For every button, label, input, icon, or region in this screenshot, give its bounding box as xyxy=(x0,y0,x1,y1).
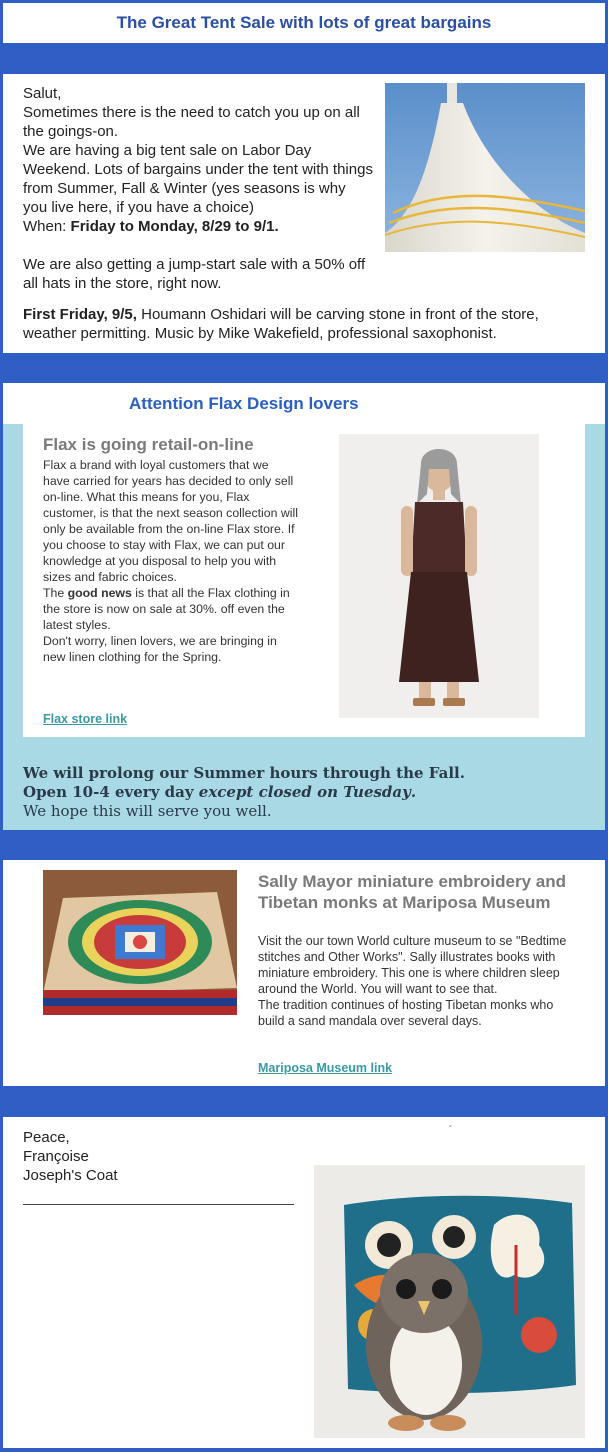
good-news-rest: is that all the Flax clothing in the store is now on sale at 30%. off even the latest styles. xyxy=(43,586,290,632)
closing-store: Joseph's Coat xyxy=(23,1167,118,1184)
flax-card xyxy=(23,424,585,737)
museum-body xyxy=(258,933,578,1029)
good-news-prefix: The xyxy=(43,586,68,600)
flax-title: Flax is going retail-on-line xyxy=(43,435,254,454)
owl-pillow-photo xyxy=(314,1165,585,1438)
good-news-bold: good news xyxy=(67,586,132,600)
greeting: Salut, xyxy=(23,85,62,102)
intro-text: Sometimes there is the need to catch you up on all the goings-on. xyxy=(23,104,360,140)
flax-good-news xyxy=(43,585,298,633)
when-label: When: xyxy=(23,218,71,235)
tent-sale-text xyxy=(23,84,373,293)
hours-notice xyxy=(23,764,583,821)
sale-dates xyxy=(23,217,373,236)
hours-period: . xyxy=(410,783,417,801)
museum-section xyxy=(3,860,605,1086)
closing-peace: Peace, xyxy=(23,1129,70,1146)
closing-name: Françoise xyxy=(23,1148,89,1165)
tent-sale-description: We are having a big tent sale on Labor Day Weekend. Lots of bargains under the tent with things from Summer, Fall & Winter (yes seasons is why you live here, if you have a choice) xyxy=(23,142,373,216)
hours-line-2 xyxy=(23,783,583,802)
sand-mandala-photo xyxy=(43,870,237,1015)
tent-photo xyxy=(385,83,585,252)
first-friday-text xyxy=(23,305,588,343)
stray-mark: ´ xyxy=(449,1125,453,1136)
flax-store-link[interactable]: Flax store link xyxy=(43,712,128,726)
flax-heading: Attention Flax Design lovers xyxy=(129,394,359,413)
divider xyxy=(23,1204,294,1205)
museum-para-2: The tradition continues of hosting Tibetan monks who build a sand mandala over several days. xyxy=(258,998,554,1028)
hours-line-3: We hope this will serve you well. xyxy=(23,802,272,820)
tent-sale-section xyxy=(3,74,605,353)
flax-body xyxy=(43,457,298,665)
flax-section xyxy=(3,424,605,830)
mariposa-museum-link[interactable]: Mariposa Museum link xyxy=(258,1061,393,1075)
first-friday-date: First Friday, 9/5, xyxy=(23,306,137,323)
closed-day: except closed on Tuesday xyxy=(198,783,411,801)
closing-section xyxy=(3,1117,605,1448)
newsletter-title: The Great Tent Sale with lots of great bargains xyxy=(116,13,492,32)
museum-title: Sally Mayor miniature embroidery and Tibetan monks at Mariposa Museum xyxy=(258,872,566,912)
open-hours: Open 10-4 every day xyxy=(23,783,199,801)
hours-line-1: We will prolong our Summer hours through the Fall. xyxy=(23,764,465,782)
flax-heading-bar xyxy=(3,383,605,424)
museum-para-1: Visit the our town World culture museum to se "Bedtime stitches and Other Works". Sally illustrates books with miniature embroidery. This one is where children sleep around the World. You will want to see that. xyxy=(258,934,567,996)
flax-para-3: Don't worry, linen lovers, we are bringing in new linen clothing for the Spring. xyxy=(43,634,277,664)
first-friday-details: Houmann Oshidari will be carving stone in front of the store, weather permitting. Music by Mike Wakefield, professional saxophonist. xyxy=(23,306,539,342)
signature xyxy=(23,1128,118,1185)
newsletter-header xyxy=(3,3,605,43)
flax-model-photo xyxy=(339,434,539,718)
jumpstart-sale-text: We are also getting a jump-start sale with a 50% off all hats in the store, right now. xyxy=(23,256,366,292)
flax-para-1: Flax a brand with loyal customers that we have carried for years has decided to only sell on-line. What this means for you, Flax customer, is that the next season collection will only be available from the on-line Flax store. If you choose to stay with Flax, we can put our knowledge at you disposal to help you with sizes and fabric choices. xyxy=(43,458,298,584)
when-value: Friday to Monday, 8/29 to 9/1. xyxy=(70,218,279,235)
